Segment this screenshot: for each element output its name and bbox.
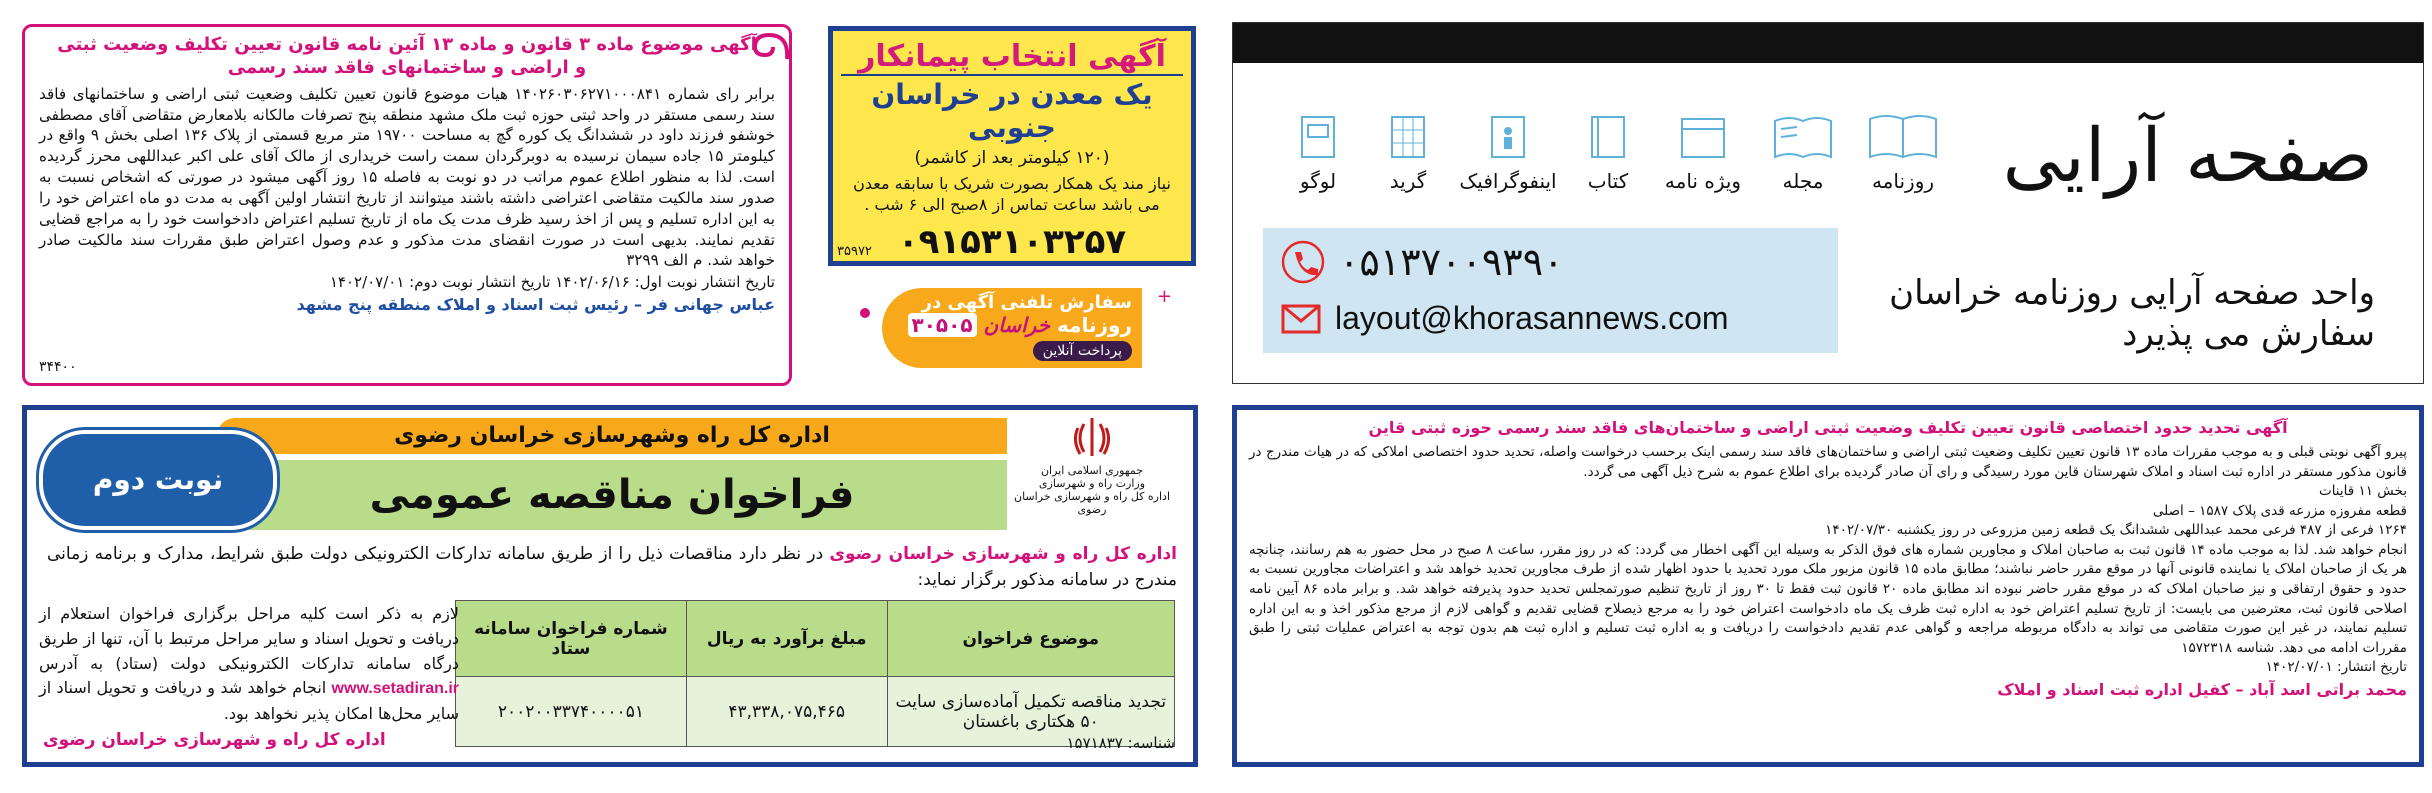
pink-notice-signature: عباس جهانی فر – رئیس ثبت اسناد و املاک منطقه پنج مشهد	[296, 295, 775, 315]
layout-ad-topbar	[1233, 23, 2423, 63]
contractor-ad-subtitle: یک معدن در خراسان جنوبی	[871, 78, 1153, 144]
category-special-issue: ویژه نامه	[1653, 113, 1753, 223]
delimitation-p4: ۱۲۶۴ فرعی از ۴۸۷ فرعی محمد عبداللهی ششدانگ یک قطعه زمین مزروعی در روز یکشنبه ۱۴۰۲/۰۷/۳۰	[1825, 522, 2407, 539]
tender-note: لازم به ذکر است کلیه مراحل برگزاری فراخوان استعلام از دریافت و تحویل اسناد و سایر مراحل مرتبط با آن، تنها از طریق درگاه سامانه تدارکات الکترونیکی دولت (ستاد) به آدرس www.setadiran.ir انجام خواهد شد و دریافت و تحویل اسناد از سایر محل‌ها امکان پذیر نخواهد بود.	[39, 604, 459, 724]
pink-notice-code: ۳۴۴۰۰	[39, 359, 77, 375]
layout-ad	[1232, 22, 2424, 384]
special-issue-icon	[1678, 113, 1728, 159]
newspaper-icon	[1868, 113, 1938, 159]
dot-decoration-icon	[860, 308, 870, 318]
email-icon	[1281, 304, 1321, 334]
tender-title-bar: فراخوان مناقصه عمومی	[217, 460, 1007, 530]
category-icons	[1273, 113, 1953, 223]
contractor-ad-body: نیاز مند یک همکار بصورت شریک با سابقه معدن می باشد ساعت تماس از ۸صبح الی ۶ شب .	[853, 174, 1171, 214]
delimitation-title: آگهی تحدید حدود اختصاصی قانون تعیین تکلیف وضعیت ثبتی اراضی و ساختمان‌های فاقد سند رسمی حوزه ثبتی قاین	[1368, 418, 2288, 437]
layout-ad-title: صفحه آرایی	[2002, 113, 2373, 199]
category-grid: گرید	[1363, 113, 1453, 223]
category-infographic: اینفوگرافیک	[1453, 113, 1563, 223]
plus-decoration-icon: +	[1156, 286, 1172, 307]
book-icon	[1586, 113, 1630, 159]
category-logo: لوگو	[1273, 113, 1363, 223]
contact-panel	[1263, 228, 1838, 353]
tender-table-header: موضوع فراخوان مبلغ برآورد به ریال شماره فراخوان سامانه ستاد	[456, 601, 1175, 677]
setadiran-link[interactable]: www.setadiran.ir	[331, 680, 459, 698]
phone-order-ad	[830, 278, 1192, 383]
phone-row	[1281, 240, 1564, 284]
iran-emblem: جمهوری اسلامی ایران وزارت راه و شهرسازی اداره کل راه و شهرسازی خراسان رضوی	[1007, 414, 1177, 516]
delimitation-p3: قطعه مفروزه مزرعه قدی پلاک ۱۵۸۷ – اصلی	[2152, 502, 2407, 519]
contractor-ad	[828, 26, 1196, 266]
contractor-ad-title: آگهی انتخاب پیمانکار	[841, 39, 1183, 76]
tender-notice	[22, 405, 1198, 767]
pink-notice-body: برابر رای شماره ۱۴۰۲۶۰۳۰۶۲۷۱۰۰۰۸۴۱ هیات موضوع قانون تعیین تکلیف وضعیت ثبتی اراضی و ساختمانهای فاقد سند رسمی مستقر در واحد ثبتی حوزه ثبت ملک مشهد منطقه پنج تصرفات مالکانه بلامعارض متقاضی آقای مصطفی خوشفو فرزند داود در ششدانگ یک کوره گچ به مساحت ۱۹۷۰۰ متر مربع قسمتی از پلاک ۱۳۶ اصلی بخش ۹ واقع در کیلومتر ۱۵ جاده سیمان نرسیده به دوبرگردان سمت راست خریداری از مالک آقای علی اکبر عبداللهی محرز گردیده است. لذا به منظور اطلاع عموم مراتب در دو نوبت به فاصله ۱۵ روز آگهی میشود در صورتی که اشخاص نسبت به صدور سند مالکیت متقاضی اعتراضی داشته باشند میتوانند از تاریخ انتشار اولین آگهی به مدت دو ماه اعتراض خود را به این اداره تسلیم و پس از اخذ رسید ظرف مدت یک ماه از تاریخ تسلیم اعتراض دادخواست خود را به مراجع قضایی تقدیم نمایند. بدیهی است در صورت انقضای مدت مذکور و عدم وصول اعتراض طبق مقررات سند مالکیت صادر خواهد شد. م الف ۳۲۹۹	[39, 84, 776, 270]
phone-order-text: سفارش تلفنی آگهی در روزنامه خراسان ۳۰۵۰۵ پرداخت آنلاین	[908, 292, 1132, 361]
tender-round-badge: نوبت دوم	[39, 430, 277, 530]
contractor-ad-code: ۳۵۹۷۲	[837, 244, 872, 259]
emblem-icon	[1070, 414, 1114, 460]
tender-table	[455, 600, 1175, 747]
pink-notice	[22, 24, 792, 386]
delimitation-notice	[1232, 405, 2424, 767]
category-book: کتاب	[1563, 113, 1653, 223]
tender-intro: اداره کل راه و شهرسازی خراسان رضوی در نظر دارد مناقصات ذیل را از طریق سامانه تدارکات الکترونیکی دولت طبق شرایط، مدارک و برنامه زمانی مندرج در سامانه مذکور برگزار نماید:	[47, 544, 1177, 590]
email-row	[1281, 300, 1729, 337]
logo-icon	[1296, 113, 1340, 159]
pink-notice-title: آگهی موضوع ماده ۳ قانون و ماده ۱۳ آئین نامه قانون تعیین تکلیف وضعیت ثبتی و اراضی و ساختمانهای فاقد سند رسمی	[57, 34, 757, 79]
delimitation-p1: پیرو آگهی نوبتی قبلی و به موجب مقررات ماده ۱۳ قانون تعیین تکلیف وضعیت ثبتی اراضی و ساختمان‌های فاقد سند رسمی اینک برحسب درخواست واصله، تحدید حدود اختصاصی املاکی که در هیات مندرج در قانون مذکور مستقر در اداره ثبت اسناد و املاک شهرستان قاین مورد رسیدگی و رای آن صادر گردیده برای اطلاع عموم به شرح ذیل آگهی می گردد.	[1249, 444, 2408, 480]
infographic-icon	[1486, 113, 1530, 159]
delimitation-p5: انجام خواهد شد. لذا به موجب ماده ۱۴ قانون ثبت به صاحبان املاک و مجاورین شماره های فوق الذکر به وسیله این آگهی اخطار می گردد: که در روز مقرر، ساعت ۸ صبح در محل حضور به هم رسانند، چنانچه هر یک از صاحبان املاک یا نماینده قانونی آنها در موقع مقرر حاضر نباشند؛ مطابق ماده ۱۵ قانون مزبور ملک مورد تحدید با حدود اظهار شده از طرف مجاورین تحدید خواهد شد و اعتراضات مجاورین نسبت به حدود و حقوق ارتفاقی و نیز صاحبان املاک که در موقع مقرر حاضر نبوده اند مطابق ماده ۲۰ قانون ثبت فقط تا ۳۰ روز از تاریخ تنظیم صورتمجلس تحدید حدود پذیرفته خواهد شد. و برابر ماده ۸۶ آیین نامه اصلاحی قانون ثبت، معترضین می بایست: از تاریخ تسلیم اعتراض خود به اداره ثبت ظرف یک ماه دادخواست اعتراض خود را به مرجع ذیصلاح قضایی تقدیم و گواهی لازم از مرجع مذکور اخذ و به این اداره تسلیم نمایند، در غیر این صورت متقاضی می تواند به دادگاه مربوطه مراجعه و گواهی عدم تقدیم دادخواست را دریافت و به اداره ثبت تسلیم و اداره ثبت هم بدون توجه به اعتراض عملیات ثبتی را طبق مقررات ادامه می دهد. شناسه ۱۵۷۲۳۱۸	[1249, 541, 2408, 656]
delimitation-date: تاریخ انتشار: ۱۴۰۲/۰۷/۰۱	[2265, 659, 2407, 676]
category-magazine: مجله	[1753, 113, 1853, 223]
table-row: تجدید مناقصه تکمیل آماده‌سازی سایت ۵۰ هکتاری باغستان ۴۳,۳۳۸,۰۷۵,۴۶۵ ۲۰۰۲۰۰۳۳۷۴۰۰۰۰۵۱	[456, 677, 1175, 747]
delimitation-signature: محمد براتی اسد آباد – کفیل اداره ثبت اسناد و املاک	[1997, 679, 2407, 699]
pink-notice-dates: تاریخ انتشار نوبت اول: ۱۴۰۲/۰۶/۱۶ تاریخ انتشار نوبت دوم: ۱۴۰۲/۰۷/۰۱	[329, 273, 775, 292]
magazine-icon	[1773, 113, 1833, 159]
contractor-ad-distance: (۱۲۰ کیلومتر بعد از کاشمر)	[914, 148, 1110, 168]
tender-signature: اداره کل راه و شهرسازی خراسان رضوی	[43, 730, 386, 750]
delimitation-p2: بخش ۱۱ قاینات	[2318, 483, 2407, 500]
phone-icon	[1281, 240, 1325, 284]
tender-header-bar: اداره کل راه وشهرسازی خراسان رضوی	[217, 418, 1007, 454]
layout-slogan: واحد صفحه آرایی روزنامه خراسان سفارش می پذیرد	[1889, 273, 2375, 354]
phone-number[interactable]: ۰۵۱۳۷۰۰۹۳۹۰	[1339, 240, 1564, 284]
swirl-decoration-icon	[747, 29, 791, 63]
grid-icon	[1386, 113, 1430, 159]
category-newspaper: روزنامه	[1853, 113, 1953, 223]
contractor-ad-phone[interactable]: ۰۹۱۵۳۱۰۳۲۵۷	[897, 221, 1127, 262]
tender-code: شناسه: ۱۵۷۱۸۳۷	[1066, 734, 1175, 752]
email-address[interactable]: layout@khorasannews.com	[1335, 300, 1729, 336]
